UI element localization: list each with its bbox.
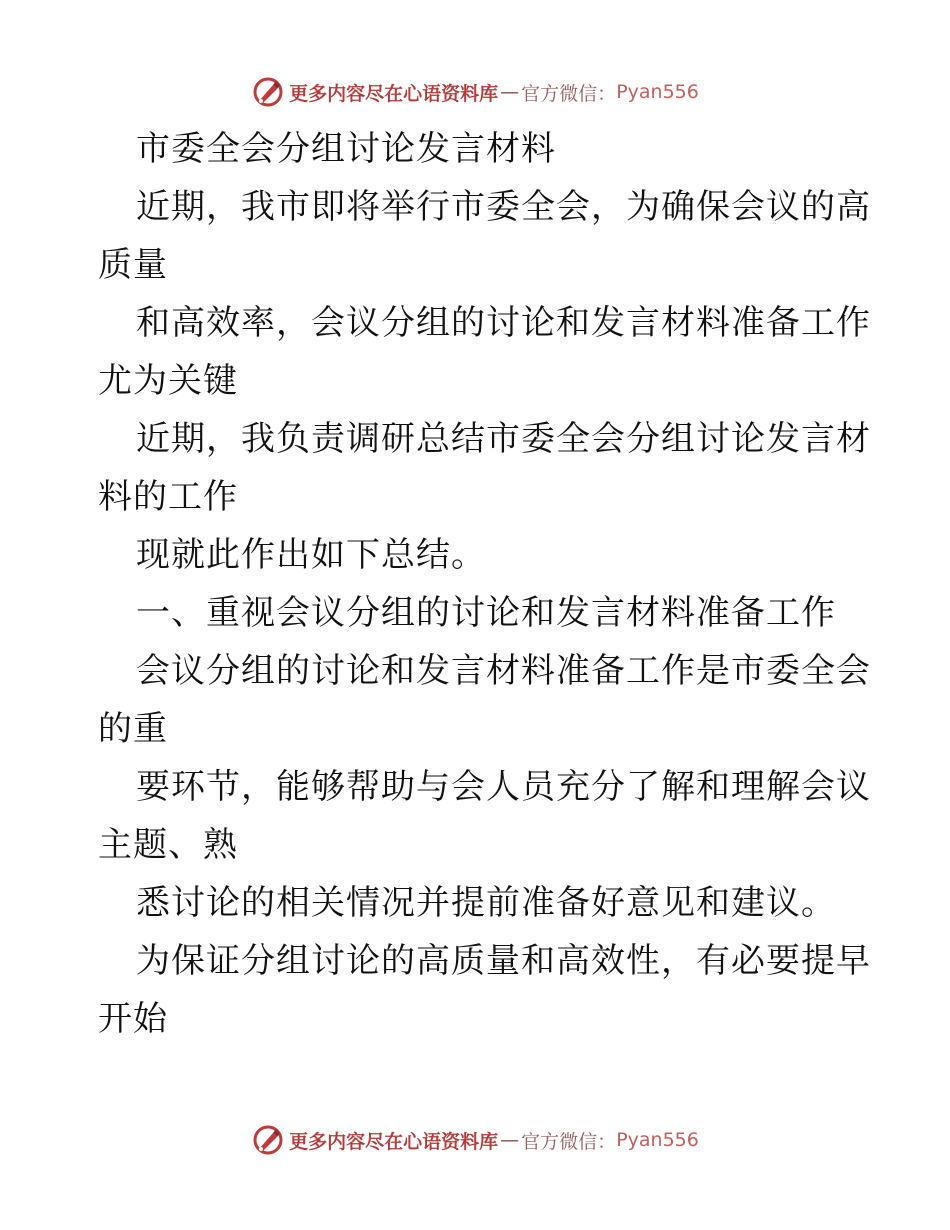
text-line: 现就此作出如下总结。 [136, 535, 486, 575]
watermark-label: 官方微信： [521, 82, 617, 105]
text-line: 要环节，能够帮助与会人员充分了解和理解会议 [136, 767, 871, 807]
text-line: 开始 [98, 999, 168, 1039]
text-line: 近期，我市即将举行市委全会，为确保会议的高 [136, 187, 871, 227]
pen-logo-icon [251, 1123, 285, 1157]
watermark-dash: — [500, 1129, 520, 1151]
text-line: 主题、熟 [98, 825, 238, 865]
text-line: 会议分组的讨论和发言材料准备工作是市委全会 [136, 651, 871, 691]
text-line: 的重 [98, 709, 168, 749]
text-line: 悉讨论的相关情况并提前准备好意见和建议。 [136, 883, 836, 923]
text-line: 为保证分组讨论的高质量和高效性，有必要提早 [136, 941, 871, 981]
watermark-dash: — [500, 81, 520, 103]
pen-logo-icon [251, 75, 285, 109]
text-line: 市委全会分组讨论发言材料 [136, 129, 556, 169]
text-line: 质量 [98, 245, 168, 285]
text-line: 料的工作 [98, 477, 238, 517]
text-line: 一、重视会议分组的讨论和发言材料准备工作 [136, 593, 836, 633]
text-line: 尤为关键 [98, 361, 238, 401]
watermark-brand: 更多内容尽在心语资料库 [289, 1130, 499, 1153]
watermark-id: Pyan556 [616, 1129, 699, 1151]
header-watermark [0, 72, 950, 112]
text-line: 和高效率，会议分组的讨论和发言材料准备工作 [136, 303, 871, 343]
watermark-id: Pyan556 [616, 81, 699, 103]
watermark-label: 官方微信： [521, 1130, 617, 1153]
text-line: 近期，我负责调研总结市委全会分组讨论发言材 [136, 419, 871, 459]
watermark-brand: 更多内容尽在心语资料库 [289, 82, 499, 105]
document-body [98, 120, 871, 1048]
footer-watermark [0, 1120, 950, 1160]
